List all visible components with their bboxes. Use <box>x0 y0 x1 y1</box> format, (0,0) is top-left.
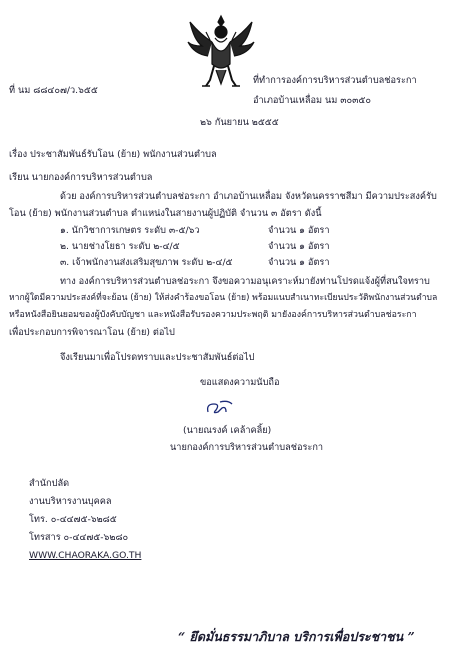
closing-paragraph: จึงเรียนมาเพื่อโปรดทราบและประชาสัมพันธ์ต่อไป <box>60 352 255 363</box>
paragraph-2-line-1: ทาง องค์การบริหารส่วนตำบลช่อระกา จึงขอความอนุเคราะห์มายังท่านโปรดแจ้งผู้ที่สนใจทราบ <box>60 276 430 287</box>
footer-section: งานบริหารงานบุคคล <box>29 496 112 507</box>
footer-website-link[interactable]: WWW.CHAORAKA.GO.TH <box>29 550 142 561</box>
signer-title: นายกองค์การบริหารส่วนตำบลช่อระกา <box>170 442 324 453</box>
document-number: ที่ นม ๘๘๔๐๗/ว.๖๕๕ <box>9 85 98 96</box>
paragraph-1-line-1: ด้วย องค์การบริหารส่วนตำบลช่อระกา อำเภอบ้านเหลื่อม จังหวัดนครราชสีมา มีความประสงค์รับ <box>60 191 437 202</box>
position-count-1: จำนวน ๑ อัตรา <box>268 225 330 236</box>
position-item-2: ๒. นายช่างโยธา ระดับ ๒-๔/๕ <box>60 241 180 252</box>
footer-office: สำนักปลัด <box>29 478 70 489</box>
office-name: ที่ทำการองค์การบริหารส่วนตำบลช่อระกา <box>253 75 417 86</box>
paragraph-1-line-2: โอน (ย้าย) พนักงานส่วนตำบล ตำแหน่งในสายงานผู้ปฏิบัติ จำนวน ๓ อัตรา ดังนี้ <box>9 208 322 219</box>
paragraph-2-line-3: หรือหนังสือยินยอมของผู้บังคับบัญชา และหนังสือรับรองความประพฤติ มายังองค์การบริหารส่วนตำบลช่อระกา <box>9 310 417 320</box>
footer-phone: โทร. ๐-๔๔๗๕-๖๒๘๕ <box>29 514 117 525</box>
position-count-3: จำนวน ๑ อัตรา <box>268 257 330 268</box>
paragraph-2-line-2: หากผู้ใดมีความประสงค์ที่จะย้อน (ย้าย) ให้ส่งคำร้องขอโอน (ย้าย) พร้อมแนบสำเนาทะเบียนประวัติพนักงานส่วนตำบล <box>9 293 438 303</box>
document-date: ๒๖ กันยายน ๒๕๕๕ <box>200 117 279 128</box>
garuda-emblem-icon <box>186 12 256 90</box>
salutation-line: เรียน นายกองค์การบริหารส่วนตำบล <box>9 172 153 183</box>
handwritten-signature <box>202 398 236 420</box>
motto-slogan: “ ยึดมั่นธรรมาภิบาล บริการเพื่อประชาชน ” <box>178 629 415 644</box>
signer-name: (นายณรงค์ เคล้าคลิ้ย) <box>183 425 272 436</box>
position-item-3: ๓. เจ้าพนักงานส่งเสริมสุขภาพ ระดับ ๒-๔/๕ <box>60 257 233 268</box>
position-item-1: ๑. นักวิชาการเกษตร ระดับ ๓-๕/๖ว <box>60 225 200 236</box>
position-count-2: จำนวน ๑ อัตรา <box>268 241 330 252</box>
subject-line: เรื่อง ประชาสัมพันธ์รับโอน (ย้าย) พนักงานส่วนตำบล <box>9 149 217 160</box>
office-address: อำเภอบ้านเหลื่อม นม ๓๐๓๕๐ <box>253 95 371 106</box>
footer-fax: โทรสาร ๐-๔๔๗๕-๖๒๘๐ <box>29 532 129 543</box>
paragraph-2-line-4: เพื่อประกอบการพิจารณาโอน (ย้าย) ต่อไป <box>9 327 175 338</box>
closing-phrase: ขอแสดงความนับถือ <box>200 377 280 388</box>
